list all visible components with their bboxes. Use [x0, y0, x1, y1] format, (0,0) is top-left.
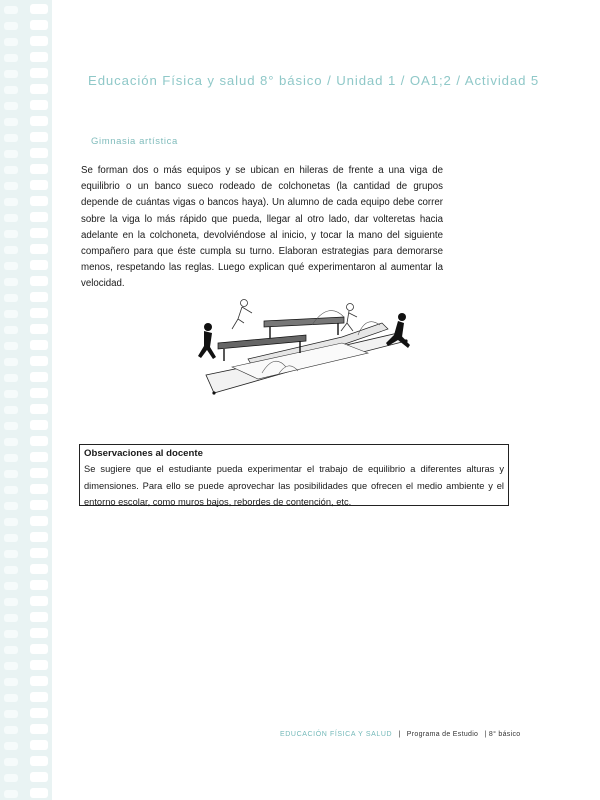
side-tab-inner [4, 374, 18, 382]
side-tab-inner [4, 422, 18, 430]
side-tab [30, 212, 48, 222]
footer-grade: | 8° básico [484, 731, 521, 738]
side-tab [30, 516, 48, 526]
side-tab [30, 532, 48, 542]
teacher-observations-box [79, 444, 509, 506]
side-tab-inner [4, 486, 18, 494]
side-tab [30, 756, 48, 766]
page-header-title: Educación Física y salud 8° básico / Unidad 1 / OA1;2 / Actividad 5 [88, 73, 540, 88]
side-tab-inner [4, 550, 18, 558]
side-tab-inner [4, 70, 18, 78]
side-tab-strip [0, 0, 52, 800]
side-tab [30, 596, 48, 606]
page-footer [280, 731, 540, 738]
side-tab [30, 676, 48, 686]
side-tab-inner [4, 518, 18, 526]
side-tab [30, 4, 48, 14]
side-tab [30, 772, 48, 782]
footer-subject: EDUCACIÓN FÍSICA Y SALUD [280, 731, 393, 738]
side-tab [30, 468, 48, 478]
side-tab-inner [4, 310, 18, 318]
balance-beam-illustration [192, 295, 412, 407]
side-tab [30, 580, 48, 590]
side-tab-inner [4, 646, 18, 654]
side-tab [30, 164, 48, 174]
side-tab-inner [4, 86, 18, 94]
side-tab [30, 340, 48, 350]
side-tab [30, 548, 48, 558]
side-tab [30, 292, 48, 302]
side-tab-inner [4, 278, 18, 286]
side-tab [30, 276, 48, 286]
activity-description: Se forman dos o más equipos y se ubican en hileras de frente a una viga de equilibrio o un banco sueco rodeado de colchonetas (la cantidad de grupos depende de cuántas vigas o bancos haya). Un alumno de cada equipo debe correr sobre la viga lo más rápido que pueda, llegar al otro lado, dar volteretas hacia adelante en la colchoneta, devolviéndose al inicio, y tocar la mano del siguiente compañero para que éste cumpla su turno. Elaboran estrategias para demorarse menos, respetando las reglas. Luego explican qué experimentaron al aumentar la velocidad. [81, 165, 443, 290]
side-tab-inner [4, 614, 18, 622]
side-tab [30, 452, 48, 462]
side-tab [30, 500, 48, 510]
side-tab-inner [4, 582, 18, 590]
side-tab [30, 228, 48, 238]
side-tab-inner [4, 262, 18, 270]
side-tab [30, 20, 48, 30]
observations-text: Se sugiere que el estudiante pueda experimentar el trabajo de equilibrio a diferentes alturas y dimensiones. Para ello se puede aprovechar las posibilidades que ofrecen el medio ambiente y el entorno escolar, como muros bajos, rebordes de contención, etc. [84, 464, 504, 507]
side-tab-inner [4, 214, 18, 222]
side-tab [30, 564, 48, 574]
side-tab-inner [4, 566, 18, 574]
side-tab-inner [4, 502, 18, 510]
side-tab-inner [4, 406, 18, 414]
side-tab [30, 324, 48, 334]
side-tab-inner [4, 726, 18, 734]
side-tab [30, 356, 48, 366]
side-tab-inner [4, 38, 18, 46]
side-tab [30, 52, 48, 62]
footer-program: Programa de Estudio [406, 731, 479, 738]
side-tab [30, 372, 48, 382]
side-tab [30, 180, 48, 190]
side-tab [30, 36, 48, 46]
footer-separator: | [398, 731, 401, 738]
side-tab-inner [4, 54, 18, 62]
side-tab-inner [4, 454, 18, 462]
side-tab-inner [4, 294, 18, 302]
side-tab [30, 660, 48, 670]
side-tab-inner [4, 166, 18, 174]
side-tab [30, 388, 48, 398]
side-tab [30, 404, 48, 414]
side-tab-inner [4, 342, 18, 350]
side-tab-inner [4, 534, 18, 542]
side-tab-inner [4, 438, 18, 446]
side-tab [30, 740, 48, 750]
side-tab-inner [4, 390, 18, 398]
side-tab-inner [4, 326, 18, 334]
side-tab [30, 692, 48, 702]
side-tab [30, 420, 48, 430]
side-tab [30, 436, 48, 446]
side-tab-inner [4, 6, 18, 14]
side-tab [30, 788, 48, 798]
side-tab-inner [4, 22, 18, 30]
side-tab [30, 196, 48, 206]
side-tab-inner [4, 470, 18, 478]
side-tab [30, 84, 48, 94]
side-tab-inner [4, 198, 18, 206]
side-tab-inner [4, 358, 18, 366]
side-tab-inner [4, 694, 18, 702]
side-tab [30, 100, 48, 110]
side-tab-inner [4, 790, 18, 798]
side-tab [30, 644, 48, 654]
side-tab-inner [4, 662, 18, 670]
side-tab [30, 612, 48, 622]
side-tab [30, 132, 48, 142]
side-tab [30, 260, 48, 270]
side-tab-inner [4, 742, 18, 750]
side-tab-inner [4, 182, 18, 190]
side-tab-inner [4, 758, 18, 766]
side-tab [30, 724, 48, 734]
side-tab-inner [4, 710, 18, 718]
side-tab-pattern [0, 0, 52, 800]
side-tab [30, 308, 48, 318]
side-tab [30, 484, 48, 494]
side-tab-inner [4, 678, 18, 686]
side-tab-inner [4, 246, 18, 254]
side-tab-inner [4, 134, 18, 142]
side-tab [30, 116, 48, 126]
side-tab-inner [4, 118, 18, 126]
side-tab [30, 628, 48, 638]
side-tab-inner [4, 230, 18, 238]
side-tab-inner [4, 630, 18, 638]
section-title: Gimnasia artística [91, 136, 178, 147]
side-tab [30, 148, 48, 158]
side-tab-inner [4, 598, 18, 606]
side-tab [30, 244, 48, 254]
side-tab-inner [4, 150, 18, 158]
observations-title: Observaciones al docente [84, 448, 203, 459]
side-tab [30, 68, 48, 78]
side-tab-inner [4, 774, 18, 782]
side-tab-inner [4, 102, 18, 110]
side-tab [30, 708, 48, 718]
